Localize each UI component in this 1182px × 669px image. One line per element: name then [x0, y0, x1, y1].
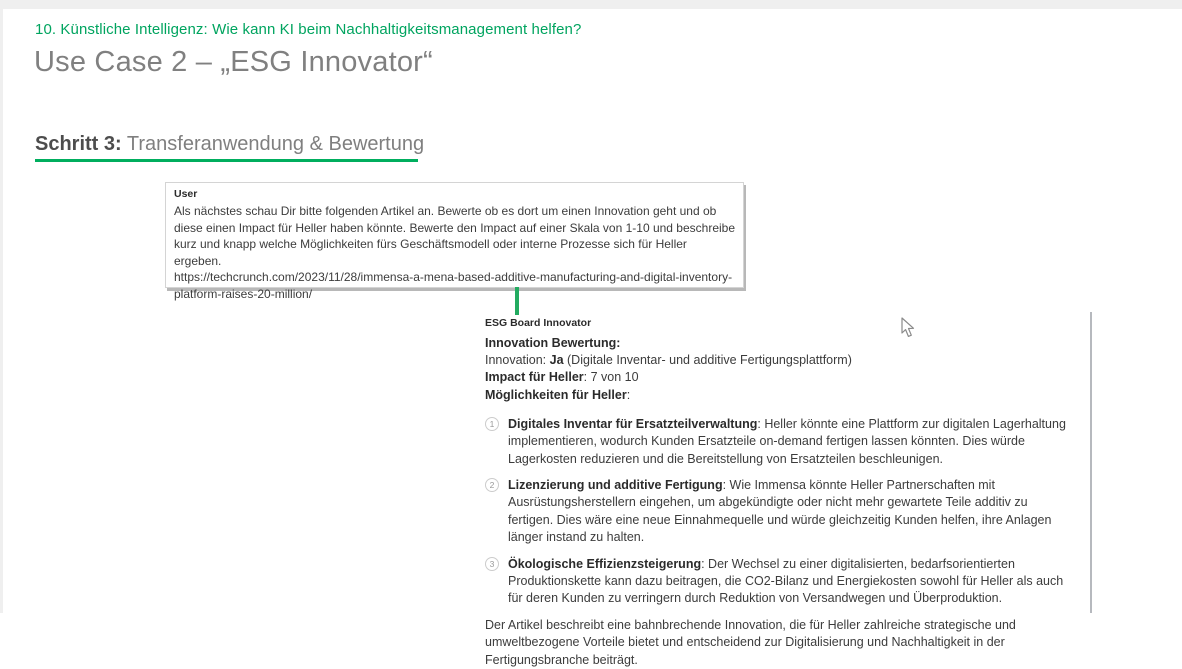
- step-heading: [35, 133, 424, 156]
- possibilities-list: [485, 416, 1075, 608]
- step-underline: [35, 159, 418, 162]
- impact-line: Impact für Heller: 7 von 10: [485, 370, 639, 385]
- window-left-edge: [0, 0, 3, 613]
- user-message-link: https://techcrunch.com/2023/11/28/immensa-a-mena-based-additive-manufacturing-and-digital-inventory-platform-raises-20-million/: [174, 270, 733, 301]
- user-sender-label: User: [174, 188, 198, 200]
- user-message-body: Als nächstes schau Dir bitte folgenden Artikel an. Bewerte ob es dort um einen Innovation geht und ob diese einen Impact für Heller haben könnte. Bewerte den Impact auf einer Skala von 1-10 und beschreibe kurz und knapp welche Möglichkeiten fürs Geschäftsmodell oder interne Prozesse sich für Heller ergeben.: [174, 204, 736, 268]
- list-number-badge: 3: [485, 557, 499, 571]
- user-message-card: [165, 182, 744, 301]
- message-connector-line: [515, 287, 519, 315]
- window-top-edge: [0, 0, 1182, 9]
- list-item-text: Digitales Inventar für Ersatzteilverwaltung: Heller könnte eine Plattform zur digitalen Lagerhaltung implementieren, wodurch Kunden Ersatzteile on-demand fertigen lassen könnten. Dies würde Lagerkosten reduzieren und die Bereitstellung von Ersatzteilen beschleunigen.: [508, 416, 1066, 466]
- user-message-text: [174, 203, 736, 303]
- assistant-sender-label: ESG Board Innovator: [485, 317, 592, 329]
- assistant-heading: Innovation Bewertung:: [485, 336, 621, 350]
- list-item: [485, 556, 1075, 608]
- assistant-summary: Der Artikel beschreibt eine bahnbrechende Innovation, die für Heller zahlreiche strategische und umweltbezogene Vorteile bietet und entscheidend zur Digitalisierung und Nachhaltigkeit in der Fertigungsbranche beiträgt.: [485, 617, 1016, 667]
- list-number-badge: 2: [485, 478, 499, 492]
- list-item: [485, 477, 1075, 547]
- list-item: [485, 416, 1075, 468]
- slide-kicker: 10. Künstliche Intelligenz: Wie kann KI beim Nachhaltigkeitsmanagement helfen?: [35, 21, 582, 38]
- possibilities-line: Möglichkeiten für Heller:: [485, 387, 631, 402]
- assistant-message: [485, 317, 1075, 669]
- page-title: Use Case 2 – „ESG Innovator“: [34, 46, 433, 78]
- step-title: Transferanwendung & Bewertung: [121, 133, 425, 155]
- list-number-badge: 1: [485, 417, 499, 431]
- list-item-text: Lizenzierung und additive Fertigung: Wie Immensa könnte Heller Partnerschaften mit Ausrüstungsherstellern eingehen, um abgekündigte oder nicht mehr gewartete Teile additiv zu fertigen. Dies wäre eine neue Einnahmequelle und würde gleichzeitig Kunden helfen, ihre Anlagen länger instand zu halten.: [508, 478, 1052, 545]
- step-label: Schritt 3:: [35, 133, 122, 155]
- chat-panel-right-border: [1090, 312, 1092, 613]
- list-item-text: Ökologische Effizienzsteigerung: Der Wechsel zu einer digitalisierten, bedarfsorientierten Produktionskette kann dazu beitragen, die CO2-Bilanz und Energiekosten sowohl für Heller als auch für deren Kunden zu verringern durch Reduktion von Versandwegen und Überproduktion.: [508, 556, 1064, 606]
- innovation-line: Innovation: Ja (Digitale Inventar- und additive Fertigungsplattform): [485, 353, 852, 368]
- mouse-cursor-icon: [901, 317, 916, 338]
